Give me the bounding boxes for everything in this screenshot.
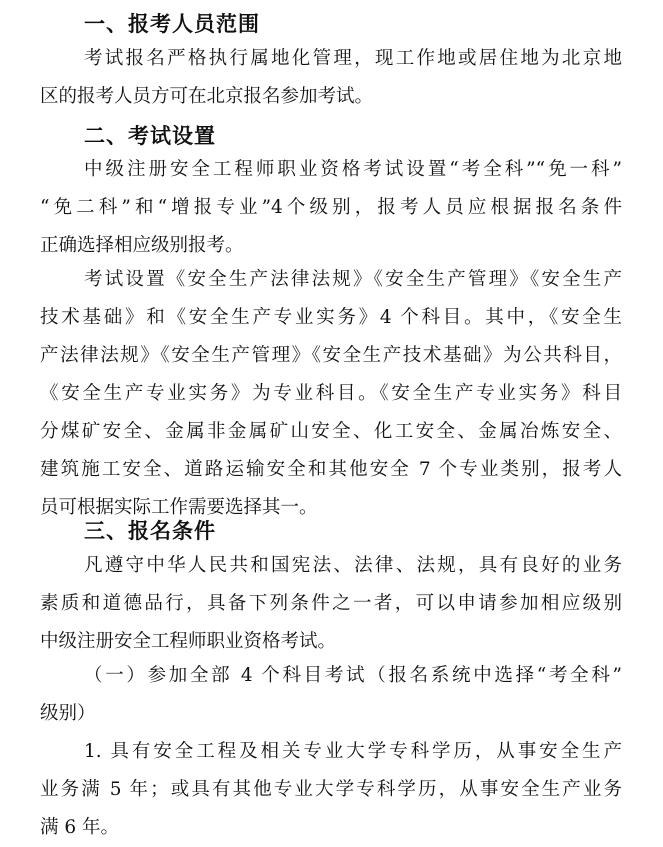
text-line: 区的报考人员方可在北京报名参加考试。 (40, 86, 374, 107)
text-line: 考试设置《安全生产法律法规》《安全生产管理》《安全生产 (84, 269, 622, 290)
section-heading-eligibility: 三、报名条件 (84, 519, 216, 543)
text-line: 中级注册安全工程师职业资格考试设置“考全科”“免一科” (84, 159, 622, 180)
text-line: 员可根据实际工作需要选择其一。 (40, 497, 318, 518)
text-line: 1. 具有安全工程及相关专业大学专科学历，从事安全生产 (84, 741, 622, 762)
paragraph-scope (40, 40, 622, 116)
text-line: （一）参加全部 4 个科目考试（报名系统中选择“考全科” (84, 665, 622, 686)
text-line: 正确选择相应级别报考。 (40, 235, 244, 256)
section-heading-scope: 一、报考人员范围 (84, 12, 260, 36)
text-line: “免二科”和“增报专业”4个级别，报考人员应根据报名条件 (40, 197, 622, 218)
text-line: 素质和道德品行，具备下列条件之一者，可以申请参加相应级别 (40, 593, 622, 614)
text-line: 建筑施工安全、道路运输安全和其他安全 7 个专业类别，报考人 (40, 459, 622, 480)
text-line: 凡遵守中华人民共和国宪法、法律、法规，具有良好的业务 (84, 555, 622, 576)
paragraph-levels (40, 151, 622, 265)
paragraph-conditions (40, 547, 622, 661)
text-line: 分煤矿安全、金属非金属矿山安全、化工安全、金属冶炼安全、 (40, 421, 622, 442)
text-line: 《安全生产专业实务》为专业科目。《安全生产专业实务》科目 (40, 383, 622, 404)
text-line: 产法律法规》《安全生产管理》《安全生产技术基础》为公共科目， (40, 345, 622, 366)
text-line: 级别） (40, 703, 96, 724)
paragraph-full-subjects (40, 657, 622, 733)
text-line: 业务满 5 年；或具有其他专业大学专科学历，从事安全生产业务 (40, 779, 622, 800)
text-line: 满 6 年。 (40, 817, 120, 838)
paragraph-subjects (40, 261, 622, 527)
section-heading-exam-setup: 二、考试设置 (84, 124, 216, 148)
paragraph-requirement-1 (40, 733, 622, 847)
text-line: 考试报名严格执行属地化管理，现工作地或居住地为北京地 (84, 48, 622, 69)
text-line: 技术基础》和《安全生产专业实务》4 个科目。其中，《安全生 (40, 307, 622, 328)
text-line: 中级注册安全工程师职业资格考试。 (40, 631, 337, 652)
